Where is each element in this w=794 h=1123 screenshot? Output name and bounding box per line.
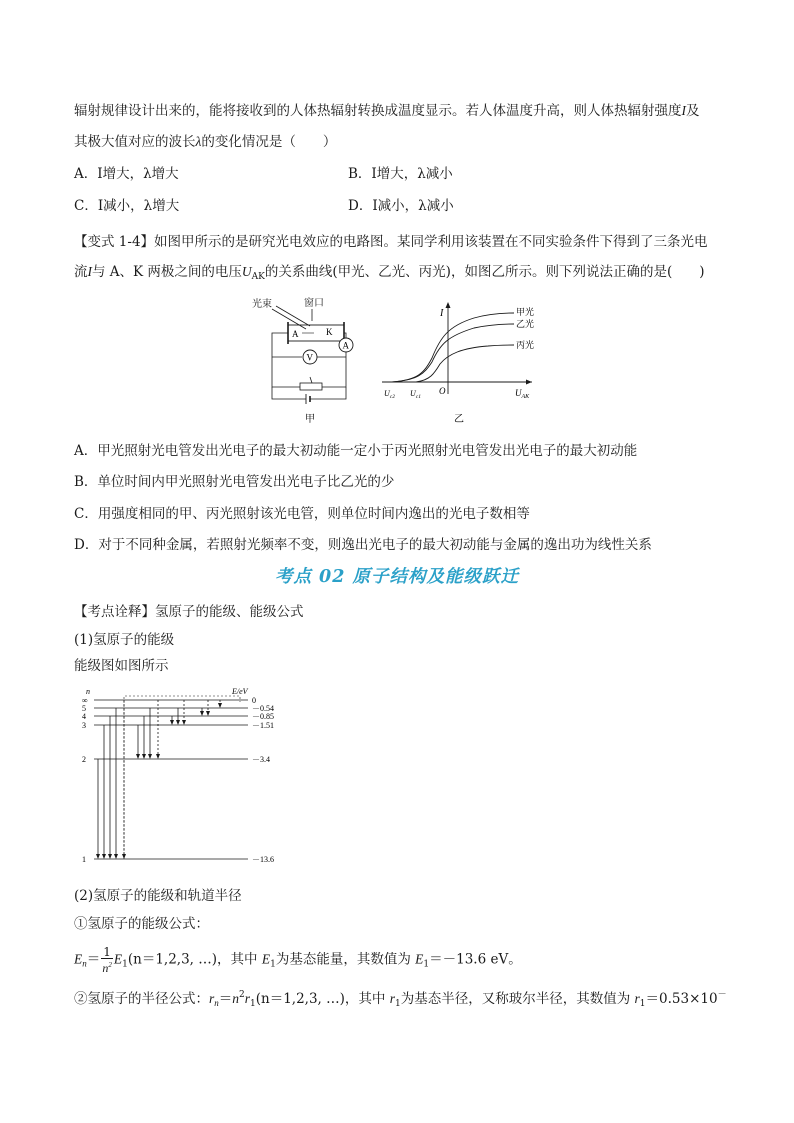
uc1-label: $U_{c1}$ (410, 389, 421, 400)
level-n-label: 3 (82, 721, 86, 730)
curve-bing-label: 丙光 (516, 340, 535, 350)
figure-yi-caption: 乙 (454, 414, 464, 425)
section-note: 【考点诠释】氢原子的能级、能级公式 (74, 604, 304, 620)
figure-jia-caption: 甲 (305, 414, 315, 425)
level-n-label: ∞ (82, 696, 88, 705)
anode-label: A (292, 329, 299, 339)
curve-yi-label: 乙光 (516, 319, 535, 329)
level-energy-label: －3.4 (252, 755, 270, 764)
arrow-head (102, 854, 106, 859)
ionization-dashed-line (124, 696, 240, 859)
window-label: 窗口 (304, 298, 324, 309)
q-intro-option-d: D．I减小，λ减小 (348, 198, 454, 214)
energy-header: E/eV (232, 687, 248, 696)
uc2-label: $U_{c2}$ (384, 389, 395, 400)
sub2-title: (2)氢原子的能级和轨道半径 (74, 888, 242, 904)
q2-option-d: D．对于不同种金属，若照射光频率不变，则逸出光电子的最大初动能与金属的逸出功为线性关系 (74, 537, 652, 553)
formula-energy: $E_n=$ $\frac{1}{n^2}$ $E_1(n=1,2,3$, …)，其中 $E_1$为基态能量，其数值为 $E_1=-13.6$ eV。 (74, 945, 522, 975)
sub1-title: (1)氢原子的能级 (74, 632, 175, 648)
arrow-head (114, 854, 118, 859)
level-energy-label: －0.54 (252, 704, 274, 713)
n-header: n (86, 687, 90, 696)
energy-level-diagram (80, 684, 280, 870)
arrow-head (170, 720, 174, 725)
iu-curve-figure (378, 298, 558, 426)
cathode-label: K (326, 327, 333, 337)
formula-radius: ②氢原子的半径公式：$r_n=n^2r_1(n=1,2,3$, …)，其中 $r_1$为基态半径，又称玻尔半径，其数值为 $r_1=0.53\times 10^-$ (74, 990, 727, 1009)
level-energy-label: －13.6 (252, 855, 274, 864)
arrow-head (206, 711, 210, 716)
level-n-label: 2 (82, 755, 86, 764)
arrow-head (176, 720, 180, 725)
x-axis-label: $U_{AK}$ (515, 388, 530, 400)
level-n-label: 4 (82, 712, 86, 721)
arrow-head (108, 854, 112, 859)
arrow-head (218, 703, 222, 708)
level-energy-label: 0 (252, 696, 256, 705)
ammeter-label: A (342, 340, 349, 351)
q-intro-option-c: C．I减小，λ增大 (74, 198, 180, 214)
level-n-label: 5 (82, 704, 86, 713)
level-n-label: 1 (82, 855, 86, 864)
item1-label: ①氢原子的能级公式： (74, 916, 209, 932)
curve-yi (392, 324, 514, 382)
arrow-head (200, 711, 204, 716)
level-energy-label: －0.85 (252, 712, 274, 721)
q2-line2: 流I与 A、K 两极之间的电压$U_{AK}$的关系曲线(甲光、乙光、丙光)，如图乙所示。则下列说法正确的是( ) (74, 264, 705, 282)
arrow-head (136, 754, 140, 759)
curve-jia-label: 甲光 (516, 307, 535, 317)
q2-option-c: C．用强度相同的甲、丙光照射该光电管，则单位时间内逸出的光电子数相等 (74, 506, 530, 522)
arrow-head (122, 854, 126, 859)
arrow-head (182, 720, 186, 725)
circuit-figure (250, 295, 370, 425)
voltmeter-label: V (306, 352, 313, 363)
beam-label: 光束 (252, 299, 272, 310)
q-intro-option-a: A．I增大，λ增大 (74, 166, 179, 182)
origin-label: O (439, 386, 446, 396)
level-energy-label: －1.51 (252, 721, 274, 730)
y-axis-label: I (440, 308, 444, 319)
arrow-head (156, 754, 160, 759)
section-title: 考点 02 原子结构及能级跃迁 (274, 567, 520, 587)
q2-option-b: B．单位时间内甲光照射光电管发出光电子比乙光的少 (74, 474, 395, 490)
q-intro-line2: 其极大值对应的波长λ的变化情况是（ ） (74, 134, 337, 150)
q-intro-option-b: B．I增大，λ减小 (348, 166, 453, 182)
q2-option-a: A．甲光照射光电管发出光电子的最大初动能一定小于丙光照射光电管发出光电子的最大初动能 (74, 443, 638, 459)
curve-jia (392, 313, 514, 382)
sub1-desc: 能级图如图所示 (74, 658, 169, 674)
q-intro-line1: 辐射规律设计出来的，能将接收到的人体热辐射转换成温度显示。若人体温度升高，则人体热辐射强度I及 (74, 103, 700, 119)
arrow-head (142, 754, 146, 759)
arrow-head (96, 854, 100, 859)
q2-line1: 【变式 1-4】如图甲所示的是研究光电效应的电路图。某同学利用该装置在不同实验条件下得到了三条光电 (74, 234, 708, 250)
arrow-head (148, 754, 152, 759)
